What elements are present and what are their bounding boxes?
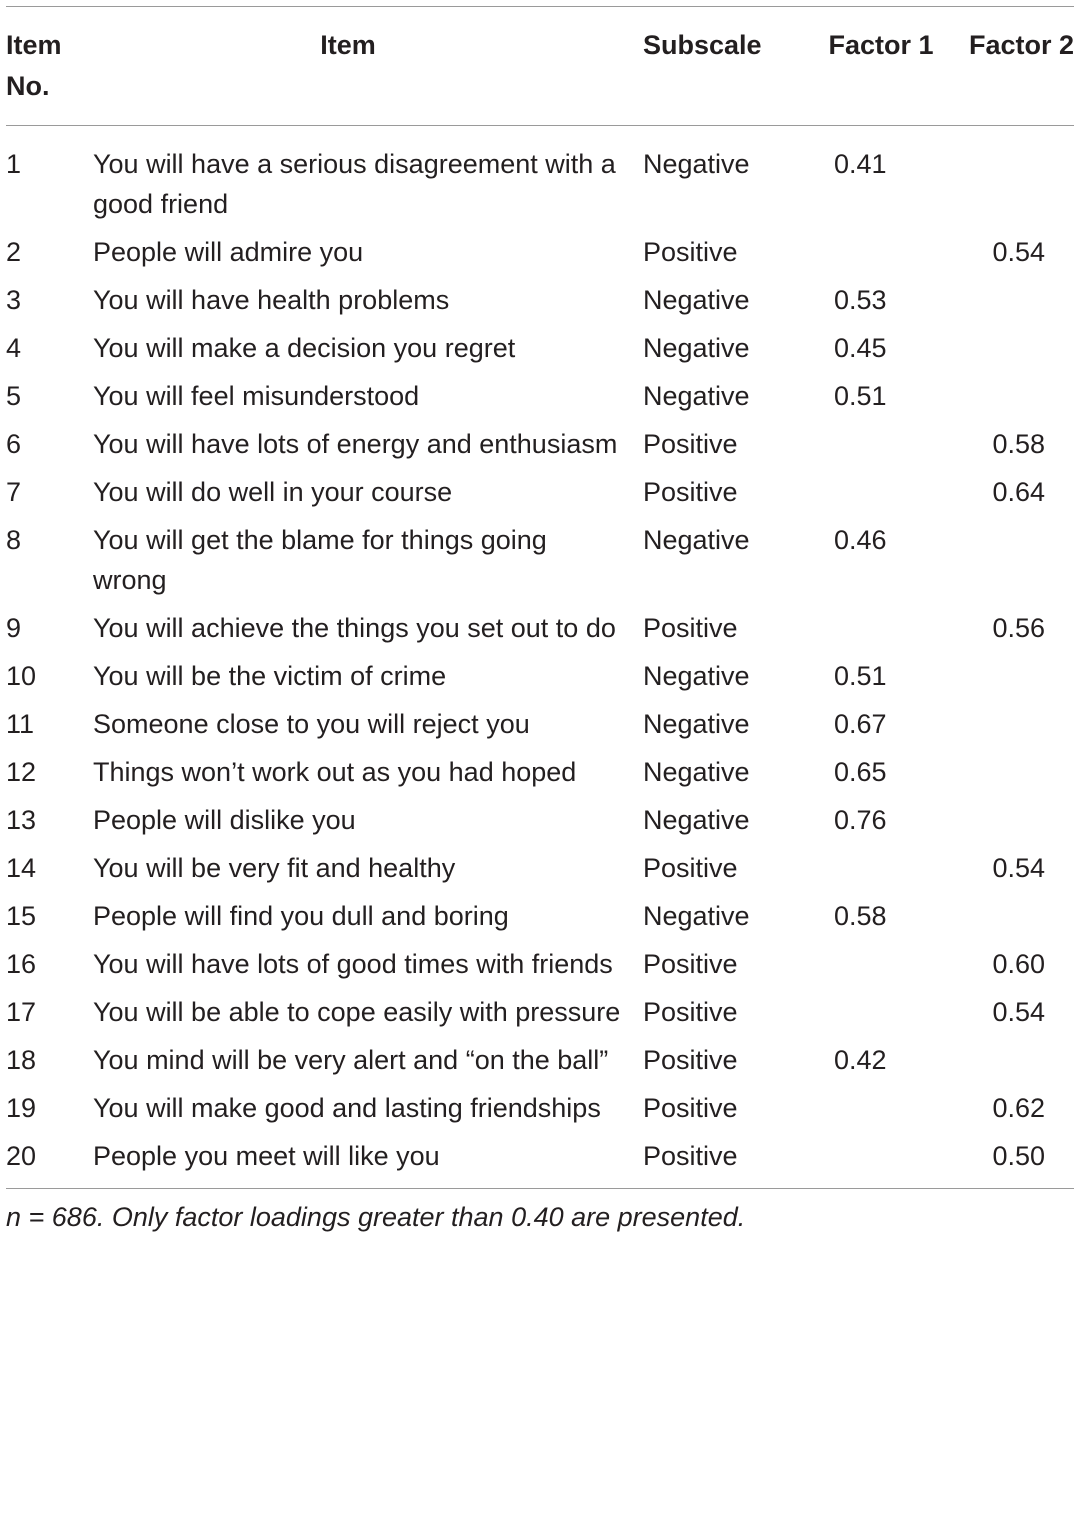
table-row [6, 472, 1074, 520]
cell-item-no: 14 [6, 853, 37, 883]
cell-item-text: You will make a decision you regret [93, 333, 516, 363]
table-body [6, 126, 1074, 1189]
cell-item-text: Things won’t work out as you had hoped [93, 757, 577, 787]
cell-item-text: People will admire you [93, 237, 364, 267]
cell-factor-2 [957, 280, 1074, 328]
table-row [6, 608, 1074, 656]
cell-item-no: 15 [6, 901, 37, 931]
cell-item-text: You mind will be very alert and “on the ball” [93, 1045, 609, 1075]
cell-subscale: Positive [643, 237, 738, 267]
cell-factor-1: 0.41 [834, 149, 887, 179]
cell-item-text: You will be very fit and healthy [93, 853, 456, 883]
cell-factor-2 [957, 752, 1074, 800]
cell-item-text: You will get the blame for things going wrong [93, 525, 547, 595]
cell-factor-2 [957, 126, 1074, 233]
cell-subscale: Negative [643, 285, 750, 315]
table-row [6, 1136, 1074, 1189]
cell-factor-1: 0.51 [834, 661, 887, 691]
table-row [6, 280, 1074, 328]
factor-loadings-table [6, 6, 1074, 1237]
cell-factor-1: 0.45 [834, 333, 887, 363]
cell-subscale: Positive [643, 1045, 738, 1075]
cell-item-text: You will make good and lasting friendships [93, 1093, 601, 1123]
cell-subscale: Positive [643, 429, 738, 459]
cell-subscale: Negative [643, 901, 750, 931]
cell-item-text: Someone close to you will reject you [93, 709, 530, 739]
cell-factor-2 [957, 704, 1074, 752]
cell-factor-1: 0.53 [834, 285, 887, 315]
cell-item-no: 4 [6, 333, 22, 363]
table-row [6, 848, 1074, 896]
table-row [6, 992, 1074, 1040]
cell-item-text: You will have a serious disagreement with a good friend [93, 149, 616, 219]
cell-item-no: 11 [6, 709, 35, 739]
cell-factor-2 [957, 656, 1074, 704]
cell-factor-1: 0.42 [834, 1045, 887, 1075]
cell-factor-1 [805, 472, 957, 520]
cell-factor-2: 0.54 [992, 853, 1045, 883]
cell-subscale: Negative [643, 333, 750, 363]
cell-factor-1 [805, 1088, 957, 1136]
cell-subscale: Positive [643, 949, 738, 979]
header-subscale: Subscale [643, 30, 762, 60]
cell-item-no: 6 [6, 429, 22, 459]
header-item-no: Item No. [6, 30, 62, 101]
cell-factor-2: 0.60 [992, 949, 1045, 979]
cell-subscale: Positive [643, 997, 738, 1027]
cell-item-no: 18 [6, 1045, 37, 1075]
cell-factor-1 [805, 608, 957, 656]
table-row [6, 800, 1074, 848]
table-footer [6, 1189, 1074, 1238]
cell-factor-1: 0.51 [834, 381, 887, 411]
cell-item-text: People you meet will like you [93, 1141, 440, 1171]
cell-item-no: 13 [6, 805, 37, 835]
cell-factor-2: 0.54 [992, 997, 1045, 1027]
cell-item-no: 20 [6, 1141, 37, 1171]
cell-factor-1: 0.58 [834, 901, 887, 931]
cell-subscale: Negative [643, 149, 750, 179]
cell-factor-1 [805, 992, 957, 1040]
table-row [6, 126, 1074, 233]
cell-item-text: You will have lots of energy and enthusiasm [93, 429, 618, 459]
cell-item-no: 10 [6, 661, 37, 691]
cell-factor-2: 0.58 [992, 429, 1045, 459]
table-row [6, 944, 1074, 992]
table-row [6, 376, 1074, 424]
cell-item-text: You will have health problems [93, 285, 450, 315]
cell-item-text: People will dislike you [93, 805, 356, 835]
table-row [6, 1040, 1074, 1088]
cell-item-no: 5 [6, 381, 22, 411]
table-footnote: n = 686. Only factor loadings greater than 0.40 are presented. [6, 1202, 746, 1232]
cell-item-text: You will be the victim of crime [93, 661, 447, 691]
cell-factor-1: 0.65 [834, 757, 887, 787]
cell-item-no: 9 [6, 613, 22, 643]
cell-factor-2 [957, 376, 1074, 424]
cell-subscale: Negative [643, 381, 750, 411]
cell-item-text: You will do well in your course [93, 477, 453, 507]
cell-item-no: 1 [6, 149, 22, 179]
cell-subscale: Negative [643, 661, 750, 691]
header-row [6, 7, 1074, 126]
cell-factor-1 [805, 424, 957, 472]
cell-factor-2 [957, 520, 1074, 608]
cell-factor-1 [805, 1136, 957, 1189]
cell-factor-1 [805, 944, 957, 992]
cell-item-no: 12 [6, 757, 37, 787]
table-row [6, 328, 1074, 376]
cell-factor-1: 0.76 [834, 805, 887, 835]
cell-factor-2 [957, 896, 1074, 944]
cell-subscale: Positive [643, 613, 738, 643]
cell-factor-1 [805, 848, 957, 896]
cell-item-no: 3 [6, 285, 22, 315]
cell-factor-1 [805, 232, 957, 280]
cell-subscale: Positive [643, 477, 738, 507]
table-row [6, 704, 1074, 752]
header-item: Item [320, 30, 376, 60]
cell-factor-2: 0.56 [992, 613, 1045, 643]
table-row [6, 656, 1074, 704]
table-row [6, 520, 1074, 608]
cell-subscale: Positive [643, 1093, 738, 1123]
cell-item-no: 19 [6, 1093, 37, 1123]
footnote-row [6, 1189, 1074, 1238]
cell-subscale: Negative [643, 757, 750, 787]
cell-item-text: People will find you dull and boring [93, 901, 509, 931]
cell-factor-2 [957, 1040, 1074, 1088]
cell-factor-1: 0.46 [834, 525, 887, 555]
cell-subscale: Negative [643, 709, 750, 739]
cell-factor-1: 0.67 [834, 709, 887, 739]
table-row [6, 424, 1074, 472]
cell-factor-2 [957, 328, 1074, 376]
header-factor-2: Factor 2 [968, 30, 1074, 60]
cell-factor-2: 0.62 [992, 1093, 1045, 1123]
table-row [6, 1088, 1074, 1136]
cell-factor-2 [957, 800, 1074, 848]
cell-item-text: You will have lots of good times with friends [93, 949, 613, 979]
cell-item-no: 16 [6, 949, 37, 979]
table-header [6, 7, 1074, 126]
factor-loadings-table-container [6, 6, 1074, 1237]
cell-factor-2: 0.64 [992, 477, 1045, 507]
table-row [6, 232, 1074, 280]
table-row [6, 752, 1074, 800]
cell-item-no: 17 [6, 997, 37, 1027]
cell-item-text: You will achieve the things you set out to do [93, 613, 616, 643]
cell-item-no: 8 [6, 525, 22, 555]
cell-item-no: 7 [6, 477, 22, 507]
cell-factor-2: 0.50 [992, 1141, 1045, 1171]
header-factor-1: Factor 1 [828, 30, 934, 60]
cell-subscale: Negative [643, 805, 750, 835]
table-row [6, 896, 1074, 944]
cell-item-no: 2 [6, 237, 22, 267]
cell-item-text: You will feel misunderstood [93, 381, 420, 411]
cell-subscale: Positive [643, 853, 738, 883]
cell-factor-2: 0.54 [992, 237, 1045, 267]
cell-subscale: Negative [643, 525, 750, 555]
cell-subscale: Positive [643, 1141, 738, 1171]
cell-item-text: You will be able to cope easily with pressure [93, 997, 621, 1027]
